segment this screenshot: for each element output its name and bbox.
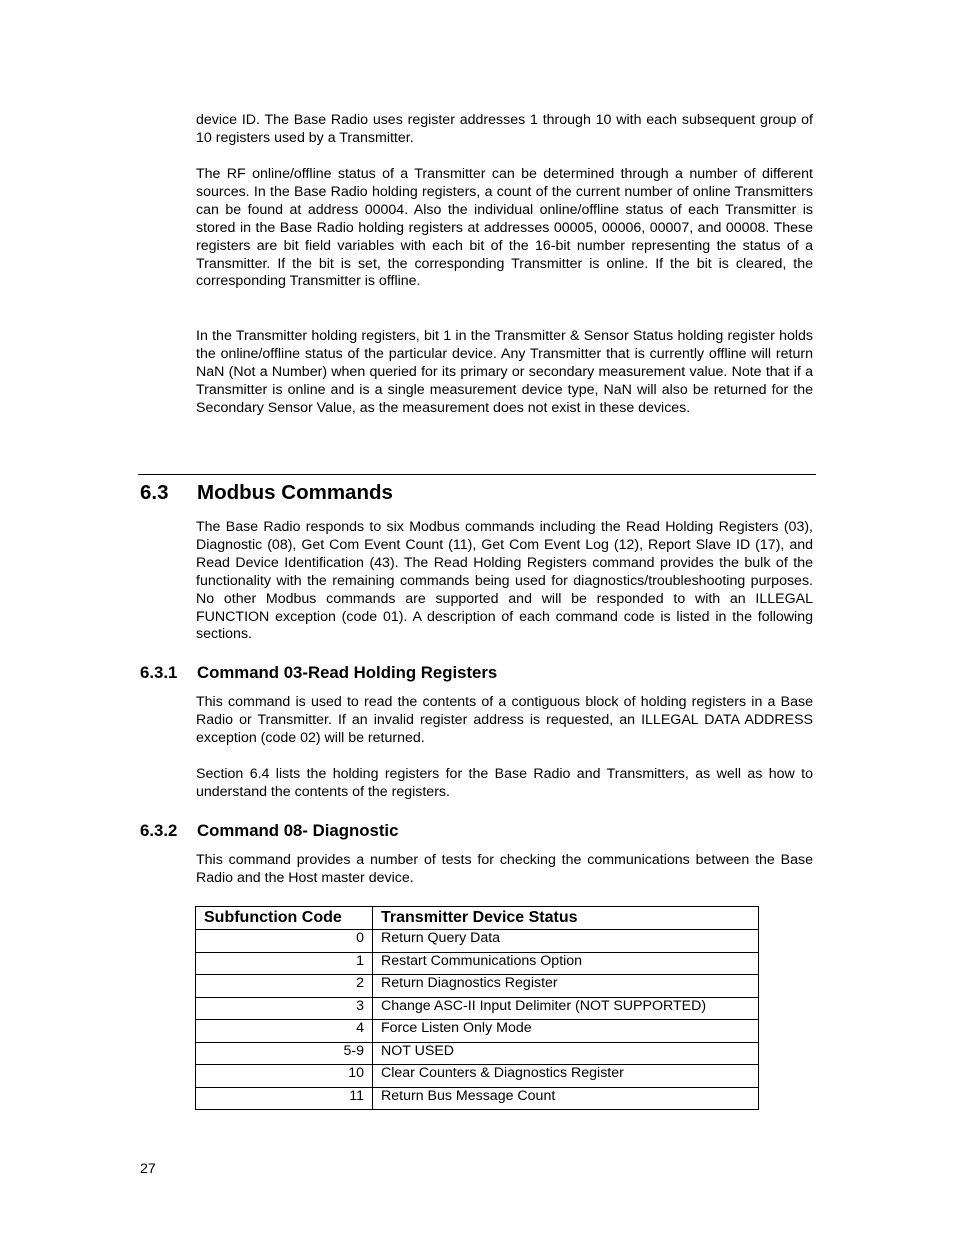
table-row <box>196 1020 759 1043</box>
paragraph-device-id: device ID. The Base Radio uses register addresses 1 through 10 with each subsequent group of 10 registers used by a Transmitter. <box>196 112 813 146</box>
description-cell: Return Diagnostics Register <box>373 975 759 998</box>
table-row <box>196 997 759 1020</box>
paragraph-command-03: This command is used to read the contents of a contiguous block of holding registers in a Base Radio or Transmitter. If an invalid register address is requested, an ILLEGAL DATA ADDRESS exception (code 02) will be returned. <box>196 694 813 746</box>
page-number: 27 <box>140 1161 156 1177</box>
description-cell: Return Query Data <box>373 930 759 953</box>
description-cell: NOT USED <box>373 1042 759 1065</box>
table-row <box>196 1042 759 1065</box>
subfunction-code-cell: 3 <box>196 997 373 1020</box>
paragraph-command-08: This command provides a number of tests for checking the communications between the Base Radio and the Host master device. <box>196 852 813 886</box>
description-cell: Restart Communications Option <box>373 952 759 975</box>
subfunction-code-cell: 10 <box>196 1065 373 1088</box>
table-row <box>196 975 759 998</box>
table-row <box>196 1087 759 1110</box>
paragraph-transmitter-registers: In the Transmitter holding registers, bit 1 in the Transmitter & Sensor Status holding register holds the online/offline status of the particular device. Any Transmitter that is currently offline will return NaN (Not a Number) when queried for its primary or secondary measurement value. Note that if a Transmitter is online and is a single measurement device type, NaN will also be returned for the Secondary Sensor Value, as the measurement does not exist in these devices. <box>196 328 813 416</box>
column-header: Transmitter Device Status <box>373 907 759 930</box>
paragraph-section-6-4-ref: Section 6.4 lists the holding registers for the Base Radio and Transmitters, as well as how to understand the contents of the registers. <box>196 766 813 800</box>
table-row <box>196 952 759 975</box>
table-row <box>196 1065 759 1088</box>
section-title: Command 03-Read Holding Registers <box>197 663 498 682</box>
section-number: 6.3 <box>140 481 169 504</box>
subfunction-code-cell: 0 <box>196 930 373 953</box>
subfunction-code-cell: 2 <box>196 975 373 998</box>
table-header-row <box>196 907 759 930</box>
table-row <box>196 930 759 953</box>
section-title: Command 08- Diagnostic <box>197 821 399 840</box>
column-header: Subfunction Code <box>196 907 373 930</box>
section-number: 6.3.1 <box>140 663 178 682</box>
description-cell: Clear Counters & Diagnostics Register <box>373 1065 759 1088</box>
description-cell: Return Bus Message Count <box>373 1087 759 1110</box>
section-title: Modbus Commands <box>197 481 393 504</box>
paragraph-rf-status: The RF online/offline status of a Transmitter can be determined through a number of different sources. In the Base Radio holding registers, a count of the current number of online Transmitters can be found at address 00004. Also the individual online/offline status of each Transmitter is stored in the Base Radio holding registers at addresses 00005, 00006, 00007, and 00008. These registers are bit field variables with each bit of the 16-bit number representing the status of a Transmitter. If the bit is set, the corresponding Transmitter is online. If the bit is cleared, the corresponding Transmitter is offline. <box>196 166 813 290</box>
subfunction-code-cell: 11 <box>196 1087 373 1110</box>
description-cell: Force Listen Only Mode <box>373 1020 759 1043</box>
subfunction-code-cell: 4 <box>196 1020 373 1043</box>
section-number: 6.3.2 <box>140 821 178 840</box>
subfunction-code-cell: 1 <box>196 952 373 975</box>
section-divider <box>138 474 816 475</box>
subfunction-code-cell: 5-9 <box>196 1042 373 1065</box>
paragraph-modbus-commands: The Base Radio responds to six Modbus commands including the Read Holding Registers (03), Diagnostic (08), Get Com Event Count (11), Get Com Event Log (12), Report Slave ID (17), and Read Device Identification (43). The Read Holding Registers command provides the bulk of the functionality with the remaining commands being used for diagnostics/troubleshooting purposes. No other Modbus commands are supported and will be responded to with an ILLEGAL FUNCTION exception (code 01). A description of each command code is listed in the following sections. <box>196 519 813 643</box>
description-cell: Change ASC-II Input Delimiter (NOT SUPPORTED) <box>373 997 759 1020</box>
subfunction-table <box>195 906 759 1110</box>
